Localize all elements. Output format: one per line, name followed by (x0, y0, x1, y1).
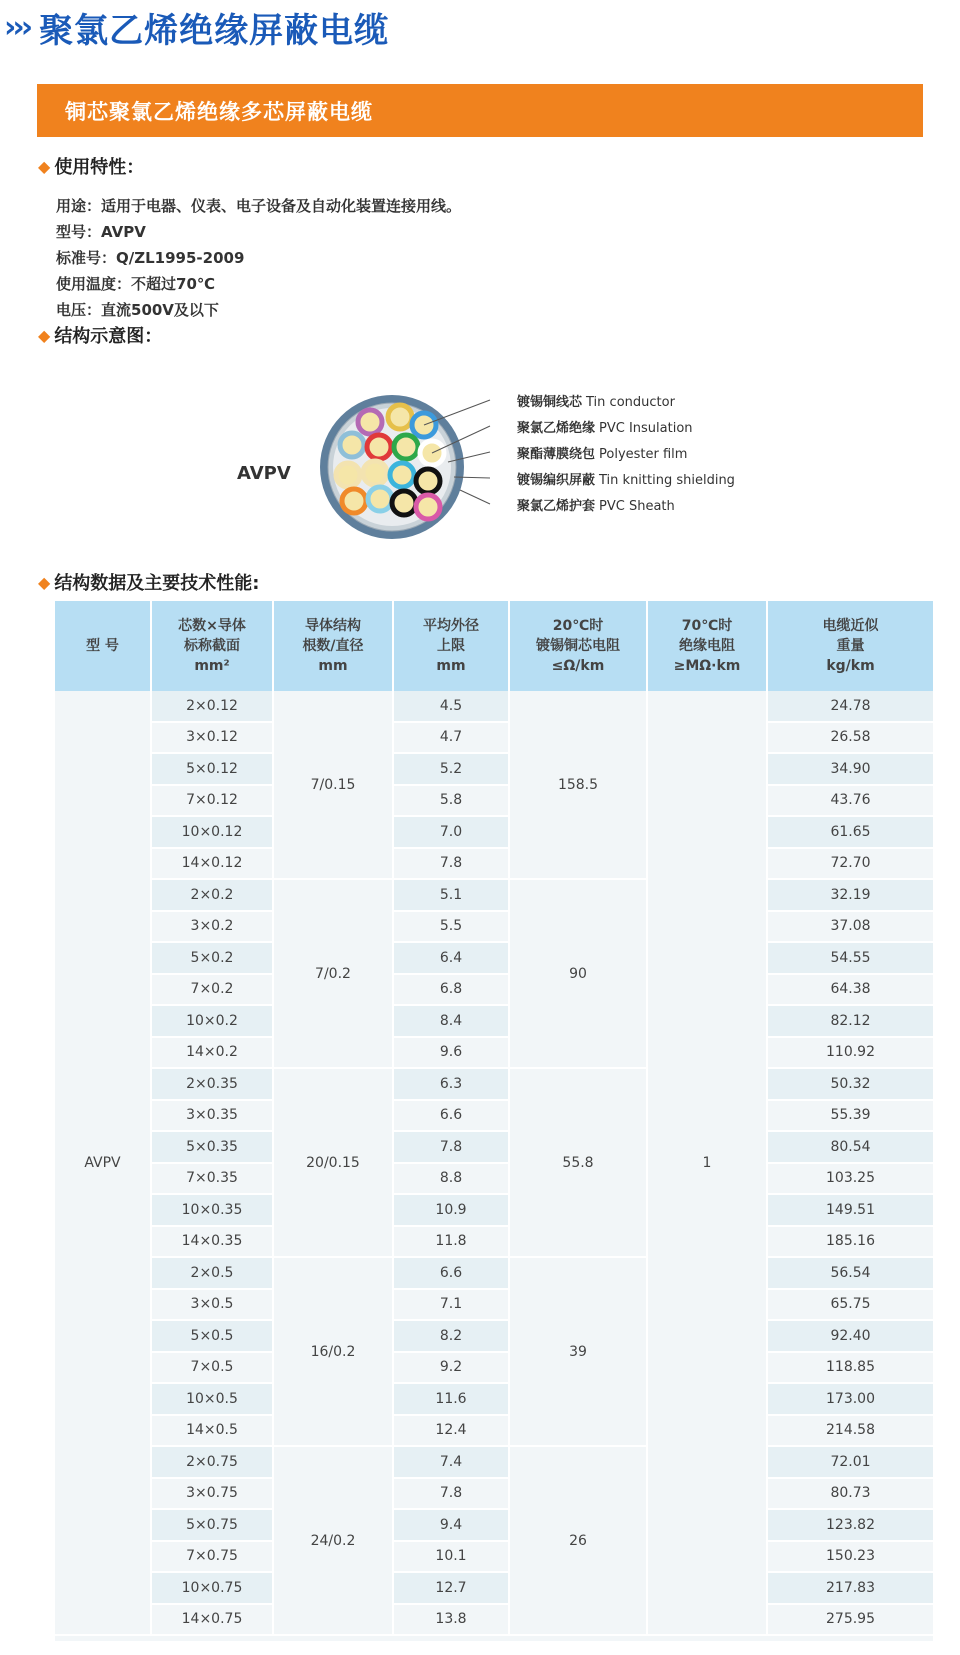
header-line: 导体结构 (305, 618, 361, 634)
cores-section-cell: 3×0.12 (151, 722, 273, 754)
header-line: 根数/直径 (302, 638, 364, 654)
table-row (55, 691, 933, 722)
cores-section-cell: 3×0.75 (151, 1478, 273, 1510)
conductor-core (342, 489, 366, 513)
resistance-cell: 158.5 (509, 691, 647, 879)
weight-cell: 118.85 (767, 1352, 933, 1384)
outer-diameter-cell: 8.4 (393, 1005, 509, 1037)
cores-section-cell: 7×0.2 (151, 974, 273, 1006)
outer-diameter-cell: 6.4 (393, 942, 509, 974)
table-row (55, 1446, 933, 1478)
structure-title-text: 结构示意图： (54, 326, 163, 347)
weight-cell: 50.32 (767, 1068, 933, 1100)
callout-cn: 镀锡编织屏蔽 (517, 473, 596, 488)
table-row (55, 1320, 933, 1352)
weight-cell: 26.58 (767, 722, 933, 754)
outer-diameter-cell: 6.6 (393, 1257, 509, 1289)
conductor-structure-cell: 16/0.2 (273, 1257, 393, 1446)
resistance-cell: 55.8 (509, 1068, 647, 1257)
callout-cn: 镀锡铜线芯 (517, 395, 583, 410)
weight-cell: 275.95 (767, 1604, 933, 1636)
banner-title: 铜芯聚氯乙烯绝缘多芯屏蔽电缆 (65, 99, 373, 124)
outer-diameter-cell: 5.1 (393, 879, 509, 911)
callout-en: PVC Sheath (599, 499, 675, 514)
weight-cell: 149.51 (767, 1194, 933, 1226)
header-line: mm (436, 658, 466, 674)
weight-cell: 217.83 (767, 1572, 933, 1604)
callout-en: Tin knitting shielding (599, 473, 735, 488)
callout-tin-shielding (517, 469, 735, 488)
outer-diameter-cell: 7.0 (393, 816, 509, 848)
weight-cell: 37.08 (767, 911, 933, 943)
table-row (55, 722, 933, 754)
table-body (55, 691, 933, 1635)
table-row (55, 974, 933, 1006)
table-row (55, 1352, 933, 1384)
weight-cell: 32.19 (767, 879, 933, 911)
cores-section-cell: 7×0.35 (151, 1163, 273, 1195)
callout-cn: 聚氯乙烯绝缘 (517, 421, 596, 436)
cores-section-cell: 5×0.35 (151, 1131, 273, 1163)
usage-line-model: 型号：AVPV (56, 223, 146, 241)
weight-cell: 80.73 (767, 1478, 933, 1510)
cores-section-cell: 2×0.2 (151, 879, 273, 911)
cores-section-cell: 7×0.5 (151, 1352, 273, 1384)
table-row (55, 1257, 933, 1289)
weight-cell: 80.54 (767, 1131, 933, 1163)
resistance-cell: 26 (509, 1446, 647, 1635)
data-title-text: 结构数据及主要技术性能: (54, 573, 260, 594)
cores-section-cell: 5×0.2 (151, 942, 273, 974)
spec-table-container (55, 601, 933, 1641)
header-resistance-20c (509, 601, 647, 691)
outer-diameter-cell: 9.2 (393, 1352, 509, 1384)
table-row (55, 942, 933, 974)
weight-cell: 72.01 (767, 1446, 933, 1478)
weight-cell: 123.82 (767, 1509, 933, 1541)
cores-section-cell: 14×0.2 (151, 1037, 273, 1069)
header-line: 型 号 (86, 638, 119, 654)
weight-cell: 150.23 (767, 1541, 933, 1573)
header-line: 镀锡铜芯电阻 (536, 638, 620, 654)
diamond-icon: ◆ (38, 325, 51, 345)
conductor-core (416, 469, 440, 493)
outer-diameter-cell: 8.2 (393, 1320, 509, 1352)
cores-section-cell: 5×0.12 (151, 753, 273, 785)
weight-cell: 173.00 (767, 1383, 933, 1415)
table-row (55, 1572, 933, 1604)
table-row (55, 1037, 933, 1069)
header-line: 重量 (836, 638, 865, 654)
diamond-icon: ◆ (38, 156, 51, 176)
conductor-core (340, 433, 364, 457)
header-line: 20℃时 (552, 618, 604, 634)
table-row (55, 879, 933, 911)
table-row (55, 1478, 933, 1510)
outer-diameter-cell: 7.8 (393, 1478, 509, 1510)
callout-tin-conductor (517, 391, 675, 410)
table-row (55, 1289, 933, 1321)
weight-cell: 110.92 (767, 1037, 933, 1069)
spec-table (55, 601, 933, 1636)
conductor-core (392, 491, 416, 515)
header-insulation-70c (647, 601, 767, 691)
conductor-core (416, 495, 440, 519)
outer-diameter-cell: 5.8 (393, 785, 509, 817)
callout-en: PVC Insulation (599, 421, 693, 436)
outer-diameter-cell: 6.3 (393, 1068, 509, 1100)
cores-section-cell: 14×0.35 (151, 1226, 273, 1258)
callout-pvc-insulation (517, 417, 693, 436)
callout-cn: 聚氯乙烯护套 (517, 499, 596, 514)
data-section-title (38, 569, 260, 595)
model-cell: AVPV (55, 691, 151, 1635)
resistance-cell: 90 (509, 879, 647, 1068)
cores-section-cell: 2×0.12 (151, 691, 273, 722)
cores-section-cell: 14×0.75 (151, 1604, 273, 1636)
usage-line-standard: 标准号：Q/ZL1995-2009 (56, 249, 245, 267)
outer-diameter-cell: 7.8 (393, 848, 509, 880)
product-banner (37, 84, 923, 137)
header-line: mm (318, 658, 348, 674)
outer-diameter-cell: 11.6 (393, 1383, 509, 1415)
conductor-core (358, 410, 382, 434)
outer-diameter-cell: 6.8 (393, 974, 509, 1006)
table-row (55, 1005, 933, 1037)
outer-diameter-cell: 6.6 (393, 1100, 509, 1132)
resistance-cell: 39 (509, 1257, 647, 1446)
usage-info-list (56, 193, 461, 323)
table-row (55, 1100, 933, 1132)
outer-diameter-cell: 10.9 (393, 1194, 509, 1226)
table-row (55, 911, 933, 943)
conductor-core (336, 463, 360, 487)
header-line: 平均外径 (423, 618, 479, 634)
insulation-resistance-cell: 1 (647, 691, 767, 1635)
table-row (55, 753, 933, 785)
page-title: 聚氯乙烯绝缘屏蔽电缆 (39, 10, 390, 51)
header-model (55, 601, 151, 691)
weight-cell: 43.76 (767, 785, 933, 817)
cores-section-cell: 7×0.75 (151, 1541, 273, 1573)
callout-polyester-film (517, 443, 687, 462)
diagram-model-label: AVPV (237, 463, 291, 484)
cores-section-cell: 2×0.75 (151, 1446, 273, 1478)
header-line: 上限 (437, 638, 465, 654)
weight-cell: 82.12 (767, 1005, 933, 1037)
outer-diameter-cell: 7.1 (393, 1289, 509, 1321)
conductor-structure-cell: 24/0.2 (273, 1446, 393, 1635)
table-row (55, 1131, 933, 1163)
conductor-core (394, 435, 418, 459)
table-row (55, 1604, 933, 1636)
header-line: ≥MΩ·km (673, 658, 741, 674)
outer-diameter-cell: 5.2 (393, 753, 509, 785)
cores-section-cell: 2×0.35 (151, 1068, 273, 1100)
cores-section-cell: 10×0.12 (151, 816, 273, 848)
outer-diameter-cell: 8.8 (393, 1163, 509, 1195)
table-row (55, 1194, 933, 1226)
weight-cell: 65.75 (767, 1289, 933, 1321)
usage-line-temperature: 使用温度：不超过70℃ (56, 275, 216, 293)
usage-line-purpose: 用途：适用于电器、仪表、电子设备及自动化装置连接用线。 (56, 197, 462, 215)
callout-en: Tin conductor (586, 395, 675, 410)
table-row (55, 1415, 933, 1447)
cores-section-cell: 7×0.12 (151, 785, 273, 817)
weight-cell: 55.39 (767, 1100, 933, 1132)
weight-cell: 214.58 (767, 1415, 933, 1447)
table-row (55, 848, 933, 880)
header-line: kg/km (826, 658, 875, 674)
cores-section-cell: 10×0.2 (151, 1005, 273, 1037)
diamond-icon: ◆ (38, 572, 51, 592)
callout-line (460, 490, 490, 504)
outer-diameter-cell: 7.4 (393, 1446, 509, 1478)
weight-cell: 34.90 (767, 753, 933, 785)
outer-diameter-cell: 13.8 (393, 1604, 509, 1636)
weight-cell: 54.55 (767, 942, 933, 974)
conductor-core (368, 487, 392, 511)
outer-diameter-cell: 5.5 (393, 911, 509, 943)
outer-diameter-cell: 9.6 (393, 1037, 509, 1069)
outer-diameter-cell: 7.8 (393, 1131, 509, 1163)
table-row (55, 1163, 933, 1195)
table-row (55, 1068, 933, 1100)
weight-cell: 92.40 (767, 1320, 933, 1352)
table-row (55, 1383, 933, 1415)
outer-diameter-cell: 4.5 (393, 691, 509, 722)
table-row (55, 785, 933, 817)
conductor-structure-cell: 7/0.15 (273, 691, 393, 879)
cores-section-cell: 5×0.5 (151, 1320, 273, 1352)
cores-section-cell: 3×0.5 (151, 1289, 273, 1321)
weight-cell: 72.70 (767, 848, 933, 880)
conductor-structure-cell: 7/0.2 (273, 879, 393, 1068)
outer-diameter-cell: 9.4 (393, 1509, 509, 1541)
outer-diameter-cell: 11.8 (393, 1226, 509, 1258)
cores-section-cell: 14×0.5 (151, 1415, 273, 1447)
cores-section-cell: 3×0.2 (151, 911, 273, 943)
cores-section-cell: 3×0.35 (151, 1100, 273, 1132)
header-line: 标称截面 (184, 638, 240, 654)
header-line: 电缆近似 (822, 618, 879, 634)
weight-cell: 61.65 (767, 816, 933, 848)
conductor-structure-cell: 20/0.15 (273, 1068, 393, 1257)
callout-pvc-sheath (517, 495, 675, 514)
conductor-core (367, 435, 391, 459)
header-line: 70℃时 (681, 618, 733, 634)
page-header (4, 4, 389, 50)
weight-cell: 103.25 (767, 1163, 933, 1195)
cores-section-cell: 5×0.75 (151, 1509, 273, 1541)
cores-section-cell: 2×0.5 (151, 1257, 273, 1289)
weight-cell: 24.78 (767, 691, 933, 722)
cores-section-cell: 14×0.12 (151, 848, 273, 880)
table-row (55, 1541, 933, 1573)
table-row (55, 1226, 933, 1258)
header-outer-diameter (393, 601, 509, 691)
header-weight (767, 601, 933, 691)
callout-en: Polyester film (599, 447, 688, 462)
weight-cell: 64.38 (767, 974, 933, 1006)
chevron-right-icon: ››› (4, 9, 30, 45)
conductor-core (390, 463, 414, 487)
outer-diameter-cell: 12.7 (393, 1572, 509, 1604)
weight-cell: 56.54 (767, 1257, 933, 1289)
outer-diameter-cell: 10.1 (393, 1541, 509, 1573)
table-row (55, 1509, 933, 1541)
table-header-row (55, 601, 933, 691)
weight-cell: 185.16 (767, 1226, 933, 1258)
cores-section-cell: 10×0.35 (151, 1194, 273, 1226)
outer-diameter-cell: 4.7 (393, 722, 509, 754)
table-row (55, 816, 933, 848)
callout-cn: 聚酯薄膜绕包 (517, 447, 596, 462)
conductor-core (363, 461, 387, 485)
outer-diameter-cell: 12.4 (393, 1415, 509, 1447)
cores-section-cell: 10×0.75 (151, 1572, 273, 1604)
header-line: mm² (194, 658, 230, 674)
header-line: 绝缘电阻 (679, 638, 735, 654)
header-line: ≤Ω/km (551, 658, 605, 674)
usage-title-text: 使用特性： (54, 157, 145, 178)
structure-section-title (38, 322, 162, 348)
usage-line-voltage: 电压：直流500V及以下 (56, 301, 219, 319)
conductor-core (388, 405, 412, 429)
header-conductor-structure (273, 601, 393, 691)
cores-section-cell: 10×0.5 (151, 1383, 273, 1415)
header-line: 芯数×导体 (178, 618, 246, 634)
usage-section-title (38, 153, 144, 179)
header-cores-section (151, 601, 273, 691)
